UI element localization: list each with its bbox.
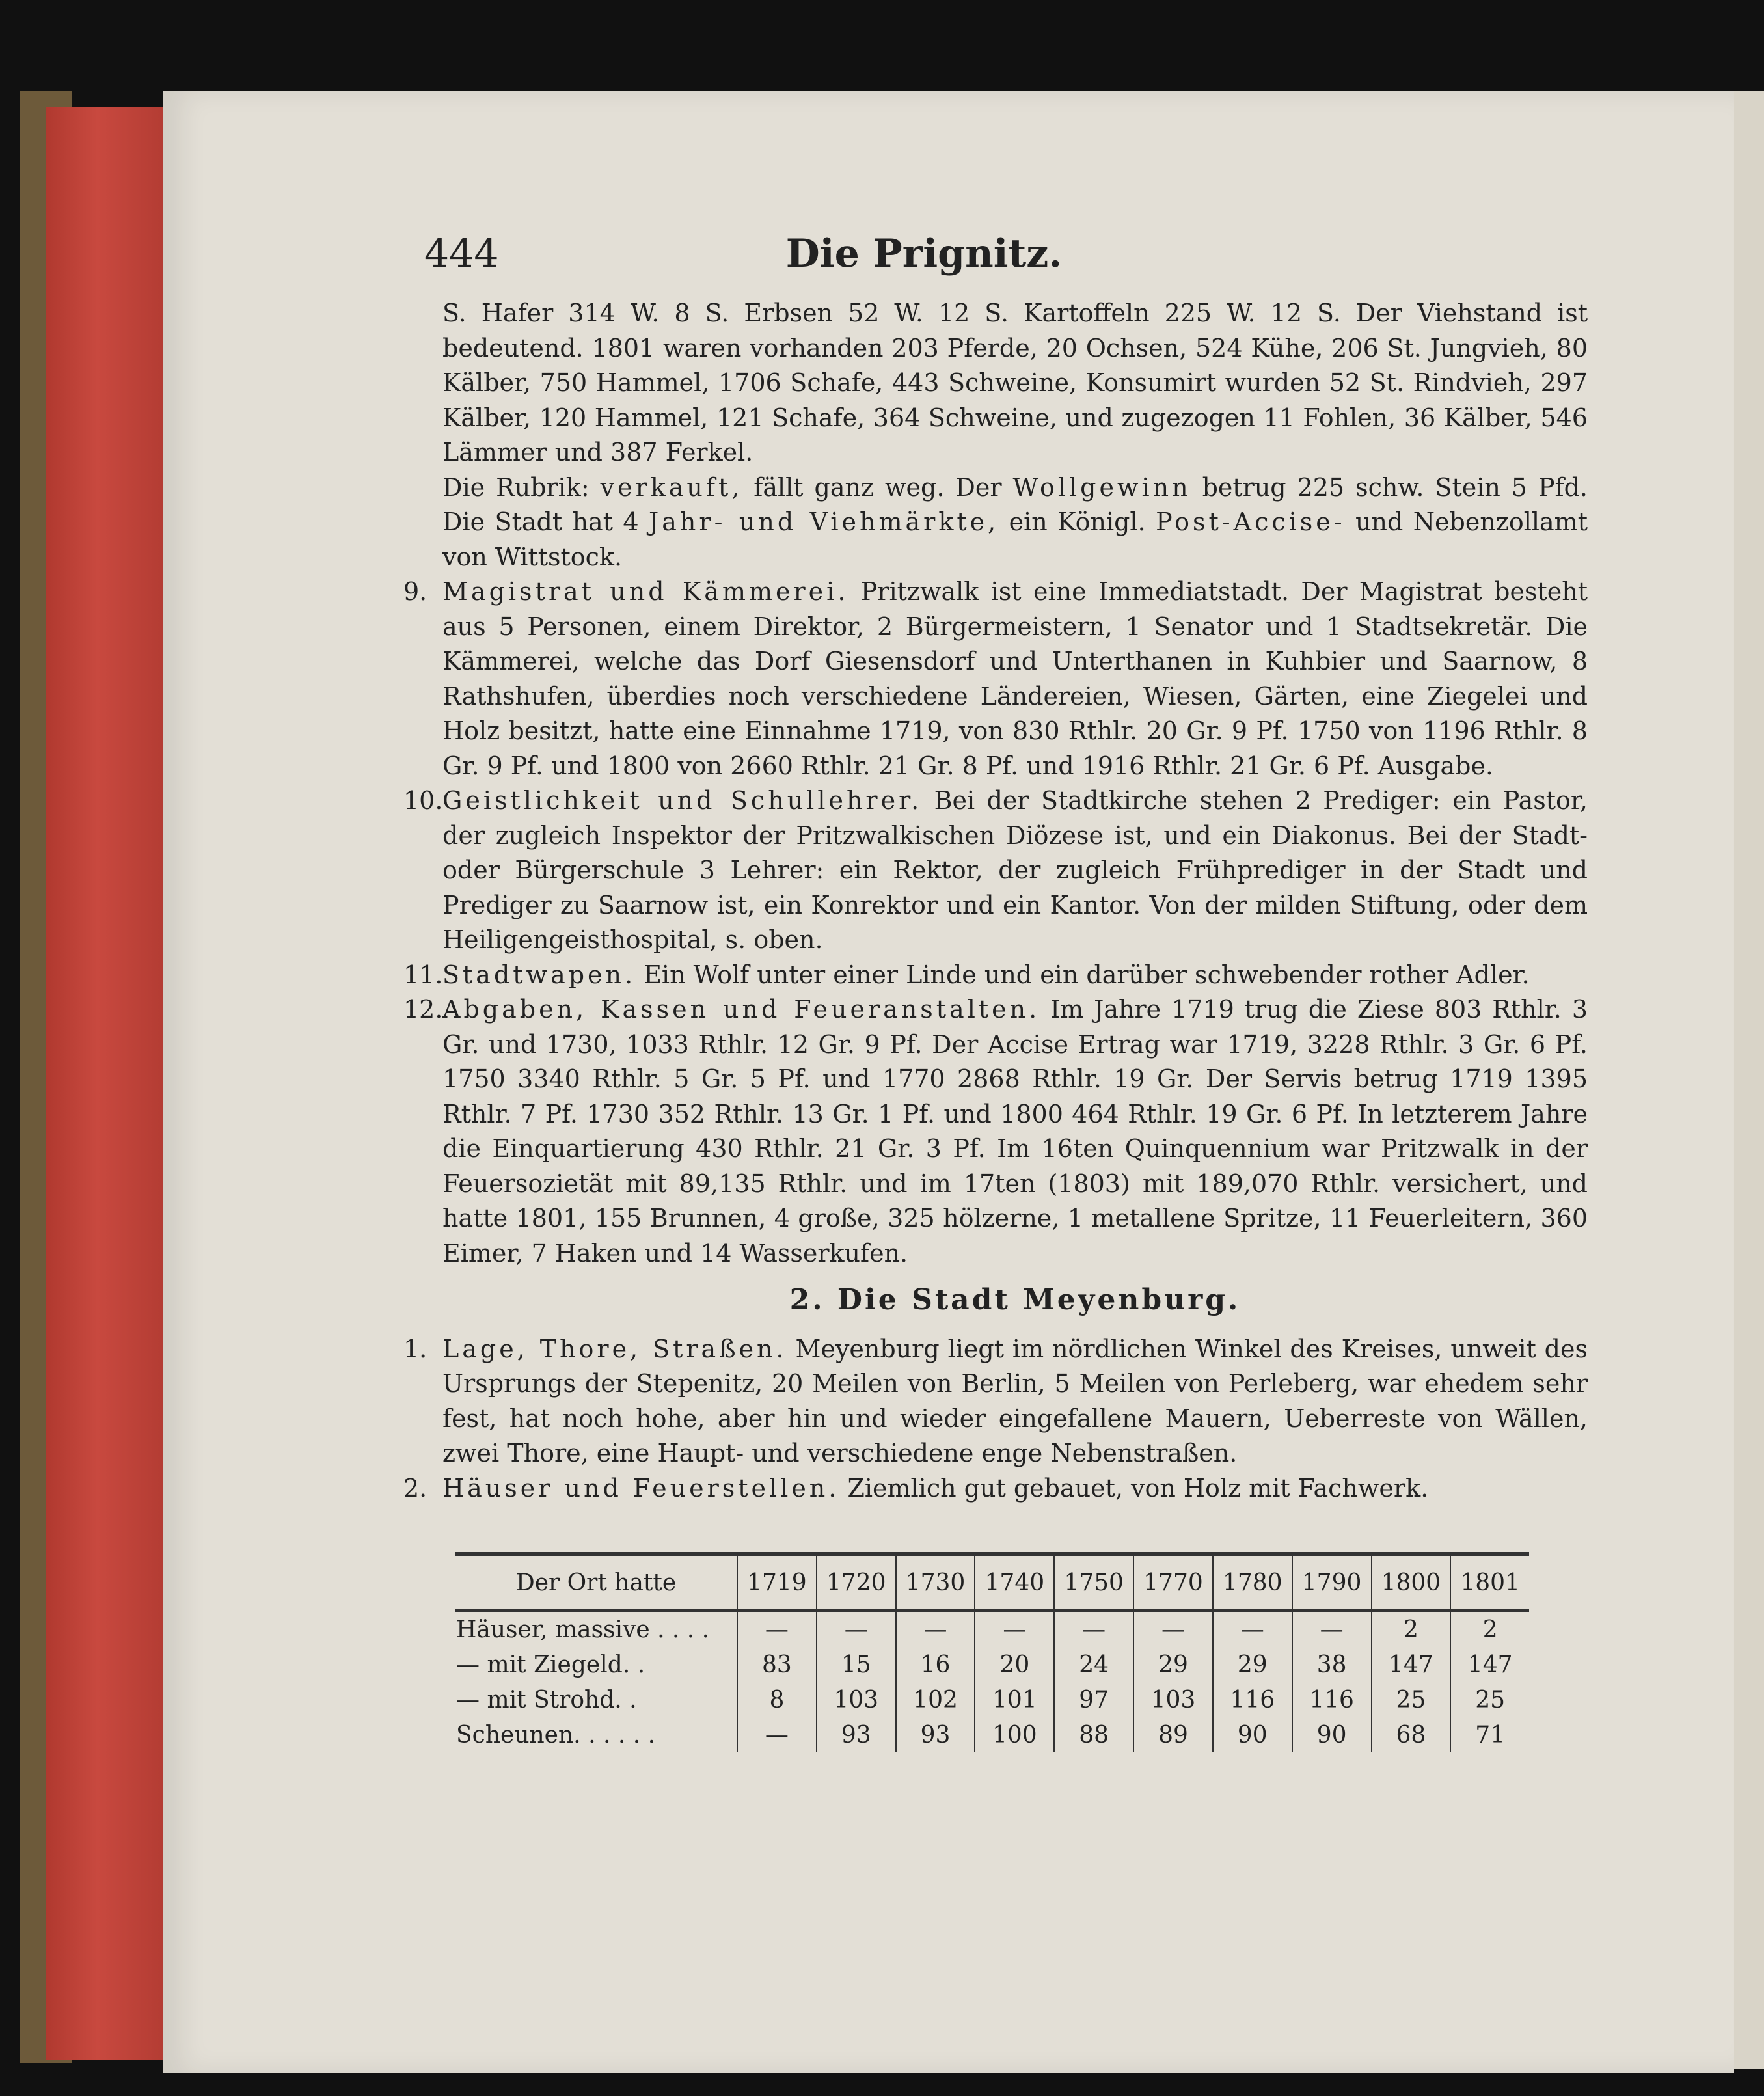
table-header-cell: 1720 xyxy=(817,1554,896,1611)
table-cell: 93 xyxy=(817,1717,896,1752)
table-cell: Häuser, massive . . . . xyxy=(456,1616,710,1643)
item-number: 2. xyxy=(403,1473,427,1503)
table-cell: 2 xyxy=(1450,1611,1529,1647)
item-body: Im Jahre 1719 trug die Ziese 803 Rthlr. 3 Gr. und 1730, 1033 Rthlr. 12 Gr. 9 Pf. Der Accise Ertrag war 1719, 3228 Rthlr. 3 Gr. 6 Pf. 1750 3340 Rthlr. 5 Gr. 5 Pf. und 1770 2868 Rthlr. 19 Gr. Der Servis betrug 1719 1395 Rthlr. 7 Pf. 1730 352 Rthlr. 13 Gr. 1 Pf. und 1800 464 Rthlr. 19 Gr. 6 Pf. In letzterem Jahre die Einquartierung 430 Rthlr. 21 Gr. 3 Pf. Im 16ten Quinquennium war Pritzwalk in der Feuersozietät mit 89,135 Rthlr. und im 17ten (1803) mit 189,070 Rthlr. versichert, und hatte 1801, 155 Brunnen, 4 große, 325 hölzerne, 1 metallene Spritze, 11 Feuerleitern, 360 Eimer, 7 Haken und 14 Wasserkufen. xyxy=(442,995,1588,1268)
red-page-edges xyxy=(46,107,176,2060)
table-cell: — xyxy=(1292,1611,1372,1647)
section-number: 2. xyxy=(789,1283,825,1316)
rubrik-text-4: ein Königl. xyxy=(999,508,1156,536)
table-cell: 147 xyxy=(1450,1647,1529,1682)
houses-table xyxy=(455,1552,1529,1752)
rubrik-text-1: Die Rubrik: xyxy=(442,472,601,502)
table-cell: — mit Ziegeld. . xyxy=(456,1651,645,1678)
section-title: Die Stadt Meyenburg. xyxy=(837,1283,1241,1316)
page-header xyxy=(260,231,1588,277)
rubrik-keyword-1: verkauft, xyxy=(600,472,743,502)
table-cell: 24 xyxy=(1054,1647,1133,1682)
item-10 xyxy=(403,783,1588,958)
table-cell: Scheunen. . . . . . xyxy=(456,1721,656,1749)
item-body: Ziemlich gut gebauet, von Holz mit Fachwerk. xyxy=(839,1473,1429,1503)
table-cell: 29 xyxy=(1133,1647,1213,1682)
table-header-cell: 1800 xyxy=(1372,1554,1451,1611)
table-row xyxy=(455,1717,1529,1752)
table-cell: 88 xyxy=(1054,1717,1133,1752)
table-cell: — xyxy=(896,1611,975,1647)
table-cell: — xyxy=(737,1611,817,1647)
table-cell: 97 xyxy=(1054,1682,1133,1717)
item-body: Meyenburg liegt im nördlichen Winkel des Kreises, unweit des Ursprungs der Stepenitz, 20 Meilen von Berlin, 5 Meilen von Perleberg, war ehedem sehr fest, hat noch hohe, aber hin und wieder eingefallene Mauern, Ueberreste von Wällen, zwei Thore, eine Haupt- und verschiedene enge Nebenstraßen. xyxy=(442,1334,1588,1467)
section2-item-1 xyxy=(403,1332,1588,1471)
item-number: 12. xyxy=(403,995,443,1024)
running-title: Die Prignitz. xyxy=(785,231,1063,277)
item-number: 11. xyxy=(403,960,443,989)
table-cell: 100 xyxy=(975,1717,1054,1752)
item-heading: Geistlichkeit und Schullehrer. xyxy=(442,786,923,815)
table-cell: 83 xyxy=(737,1647,817,1682)
table-cell: 103 xyxy=(1133,1682,1213,1717)
table-header-cell: 1801 xyxy=(1450,1554,1529,1611)
item-body: Ein Wolf unter einer Linde und ein darüber schwebender rother Adler. xyxy=(636,960,1530,989)
table-cell: — xyxy=(817,1611,896,1647)
item-body: Pritzwalk ist eine Immediatstadt. Der Magistrat besteht aus 5 Personen, einem Direktor, 2 Bürgermeistern, 1 Senator und 1 Stadtsekretär. Die Kämmerei, welche das Dorf Giesensdorf und Unterthanen in Kuhbier und Saarnow, 8 Rathshufen, überdies noch verschiedene Ländereien, Wiesen, Gärten, eine Ziegelei und Holz besitzt, hatte eine Einnahme 1719, von 830 Rthlr. 20 Gr. 9 Pf. 1750 von 1196 Rthlr. 8 Gr. 9 Pf. und 1800 von 2660 Rthlr. 21 Gr. 8 Pf. und 1916 Rthlr. 21 Gr. 6 Pf. Ausgabe. xyxy=(442,577,1588,780)
paragraph-intro: S. Hafer 314 W. 8 S. Erbsen 52 W. 12 S. Kartoffeln 225 W. 12 S. Der Viehstand ist bedeutend. 1801 waren vorhanden 203 Pferde, 20 Ochsen, 524 Kühe, 206 St. Jungvieh, 80 Kälber, 750 Hammel, 1706 Schafe, 443 Schweine, Konsumirt wurden 52 St. Rindvieh, 297 Kälber, 120 Hammel, 121 Schafe, 364 Schweine, und zugezogen 11 Fohlen, 36 Kälber, 546 Lämmer und 387 Ferkel. xyxy=(442,299,1588,467)
table-cell: 102 xyxy=(896,1682,975,1717)
table-header-cell: 1750 xyxy=(1054,1554,1133,1611)
table-cell: 15 xyxy=(817,1647,896,1682)
table-cell: 116 xyxy=(1292,1682,1372,1717)
table-cell: — xyxy=(1054,1611,1133,1647)
table-header-cell: 1740 xyxy=(975,1554,1054,1611)
table-cell: 71 xyxy=(1450,1717,1529,1752)
table-header-cell: 1730 xyxy=(896,1554,975,1611)
table-cell: 90 xyxy=(1292,1717,1372,1752)
section-heading xyxy=(442,1283,1588,1318)
table-cell: 38 xyxy=(1292,1647,1372,1682)
table-cell: 90 xyxy=(1213,1717,1292,1752)
right-page-edge xyxy=(1734,91,1764,2069)
item-heading: Stadtwapen. xyxy=(442,960,636,989)
item-heading: Lage, Thore, Straßen. xyxy=(442,1334,787,1363)
item-heading: Häuser und Feuerstellen. xyxy=(442,1473,840,1503)
paragraph-rubrik xyxy=(442,470,1588,575)
item-heading: Abgaben, Kassen und Feueranstalten. xyxy=(442,995,1040,1024)
table-row xyxy=(455,1611,1529,1647)
item-heading: Magistrat und Kämmerei. xyxy=(442,577,849,606)
body-text xyxy=(403,296,1588,1506)
table-header-cell: 1770 xyxy=(1133,1554,1213,1611)
table-header-cell: 1790 xyxy=(1292,1554,1372,1611)
table-header-cell: 1780 xyxy=(1213,1554,1292,1611)
item-9 xyxy=(403,575,1588,783)
page-number: 444 xyxy=(424,231,499,277)
table-cell: 20 xyxy=(975,1647,1054,1682)
item-11 xyxy=(403,958,1588,993)
table-row xyxy=(455,1647,1529,1682)
item-12 xyxy=(403,992,1588,1271)
table-cell: — xyxy=(975,1611,1054,1647)
table-cell: — xyxy=(737,1717,817,1752)
section2-item-2 xyxy=(403,1471,1588,1506)
item-body: Bei der Stadtkirche stehen 2 Prediger: ein Pastor, der zugleich Inspektor der Pritzwalkischen Diözese ist, und ein Diakonus. Bei der Stadt- oder Bürgerschule 3 Lehrer: ein Rektor, der zugleich Frühprediger in der Stadt und Prediger zu Saarnow ist, ein Konrektor und ein Kantor. Von der milden Stiftung, oder dem Heiligengeisthospital, s. oben. xyxy=(442,786,1588,954)
table-cell: 147 xyxy=(1372,1647,1451,1682)
rubrik-text-5: und Nebenzollamt von Wittstock. xyxy=(442,508,1588,571)
table-cell: — mit Strohd. . xyxy=(456,1686,637,1713)
rubrik-text-3: betrug 225 schw. Stein 5 Pfd. Die Stadt hat 4 xyxy=(442,472,1588,536)
table-row xyxy=(455,1682,1529,1717)
table-cell: 89 xyxy=(1133,1717,1213,1752)
item-number: 10. xyxy=(403,786,443,815)
rubrik-keyword-3: Jahr- und Viehmärkte, xyxy=(649,508,999,536)
table-header-cell: Der Ort hatte xyxy=(455,1554,737,1611)
table-cell: — xyxy=(1213,1611,1292,1647)
table-cell: 101 xyxy=(975,1682,1054,1717)
table-header-cell: 1719 xyxy=(737,1554,817,1611)
table-cell: 103 xyxy=(817,1682,896,1717)
table-cell: — xyxy=(1133,1611,1213,1647)
table-cell: 2 xyxy=(1372,1611,1451,1647)
table-cell: 16 xyxy=(896,1647,975,1682)
table-header-row xyxy=(455,1554,1529,1611)
table-cell: 93 xyxy=(896,1717,975,1752)
table-cell: 116 xyxy=(1213,1682,1292,1717)
rubrik-keyword-4: Post-Accise- xyxy=(1156,508,1346,536)
table-cell: 29 xyxy=(1213,1647,1292,1682)
rubrik-text-2: fällt ganz weg. Der xyxy=(742,472,1013,502)
table-cell: 25 xyxy=(1450,1682,1529,1717)
item-number: 1. xyxy=(403,1334,427,1363)
table-cell: 8 xyxy=(737,1682,817,1717)
rubrik-keyword-2: Wollgewinn xyxy=(1012,472,1191,502)
item-number: 9. xyxy=(403,577,427,606)
table-cell: 25 xyxy=(1372,1682,1451,1717)
table-cell: 68 xyxy=(1372,1717,1451,1752)
